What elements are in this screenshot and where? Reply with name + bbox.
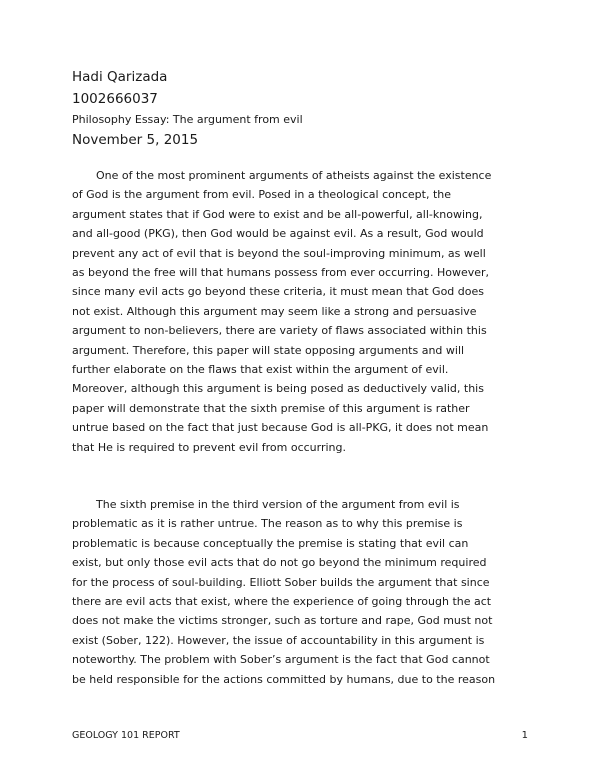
footer-label: GEOLOGY 101 REPORT: [72, 730, 180, 741]
paragraph-line: argument to non-believers, there are variety of flaws associated within this: [72, 324, 487, 338]
paragraph-line: that He is required to prevent evil from occurring.: [72, 440, 347, 454]
paragraph-line: for the process of soul-building. Elliott Sober builds the argument that since: [72, 575, 490, 589]
essay-date: November 5, 2015: [72, 132, 199, 148]
paragraph-line: One of the most prominent arguments of atheists against the existence: [96, 169, 492, 182]
author-name: Hadi Qarizada: [72, 69, 168, 85]
essay-title: Philosophy Essay: The argument from evil: [72, 113, 303, 126]
paragraph-line: there are evil acts that exist, where the experience of going through the act: [72, 595, 492, 609]
paragraph-line: since many evil acts go beyond these criteria, it must mean that God does: [72, 285, 485, 299]
paragraph-line: exist (Sober, 122). However, the issue of accountability in this argument is: [72, 633, 485, 647]
paragraph-line: as beyond the free will that humans possess from ever occurring. However,: [72, 266, 490, 280]
paragraph-line: be held responsible for the actions committed by humans, due to the reason: [72, 672, 496, 686]
paragraph-line: Moreover, although this argument is being posed as deductively valid, this: [72, 382, 484, 396]
paragraph-line: noteworthy. The problem with Sober’s argument is the fact that God cannot: [72, 653, 490, 667]
paragraph-line: problematic as it is rather untrue. The reason as to why this premise is: [72, 517, 463, 531]
body-paragraph: [72, 166, 528, 457]
paragraph-line: paper will demonstrate that the sixth premise of this argument is rather: [72, 401, 470, 415]
paragraph-line: does not make the victims stronger, such as torture and rape, God must not: [72, 614, 493, 628]
paragraph-line: argument. Therefore, this paper will state opposing arguments and will: [72, 343, 465, 357]
paragraph-line: not exist. Although this argument may seem like a strong and persuasive: [72, 304, 477, 318]
page-number: 1: [521, 730, 528, 741]
document-header: [72, 66, 532, 151]
paragraph-line: exist, but only those evil acts that do not go beyond the minimum required: [72, 556, 487, 570]
paragraph-line: The sixth premise in the third version of the argument from evil is: [96, 498, 460, 511]
page-footer: [72, 730, 528, 748]
student-id: 1002666037: [72, 91, 158, 107]
paragraph-line: and all-good (PKG), then God would be against evil. As a result, God would: [72, 227, 484, 241]
paragraph-line: further elaborate on the flaws that exist within the argument of evil.: [72, 363, 449, 377]
paragraph-line: untrue based on the fact that just because God is all-PKG, it does not mean: [72, 421, 489, 435]
body-paragraph: [72, 495, 528, 689]
paragraph-line: of God is the argument from evil. Posed in a theological concept, the: [72, 188, 451, 202]
paragraph-line: prevent any act of evil that is beyond the soul-improving minimum, as well: [72, 246, 486, 260]
paragraph-line: problematic is because conceptually the premise is stating that evil can: [72, 536, 469, 550]
paragraph-line: argument states that if God were to exist and be all-powerful, all-knowing,: [72, 207, 483, 221]
